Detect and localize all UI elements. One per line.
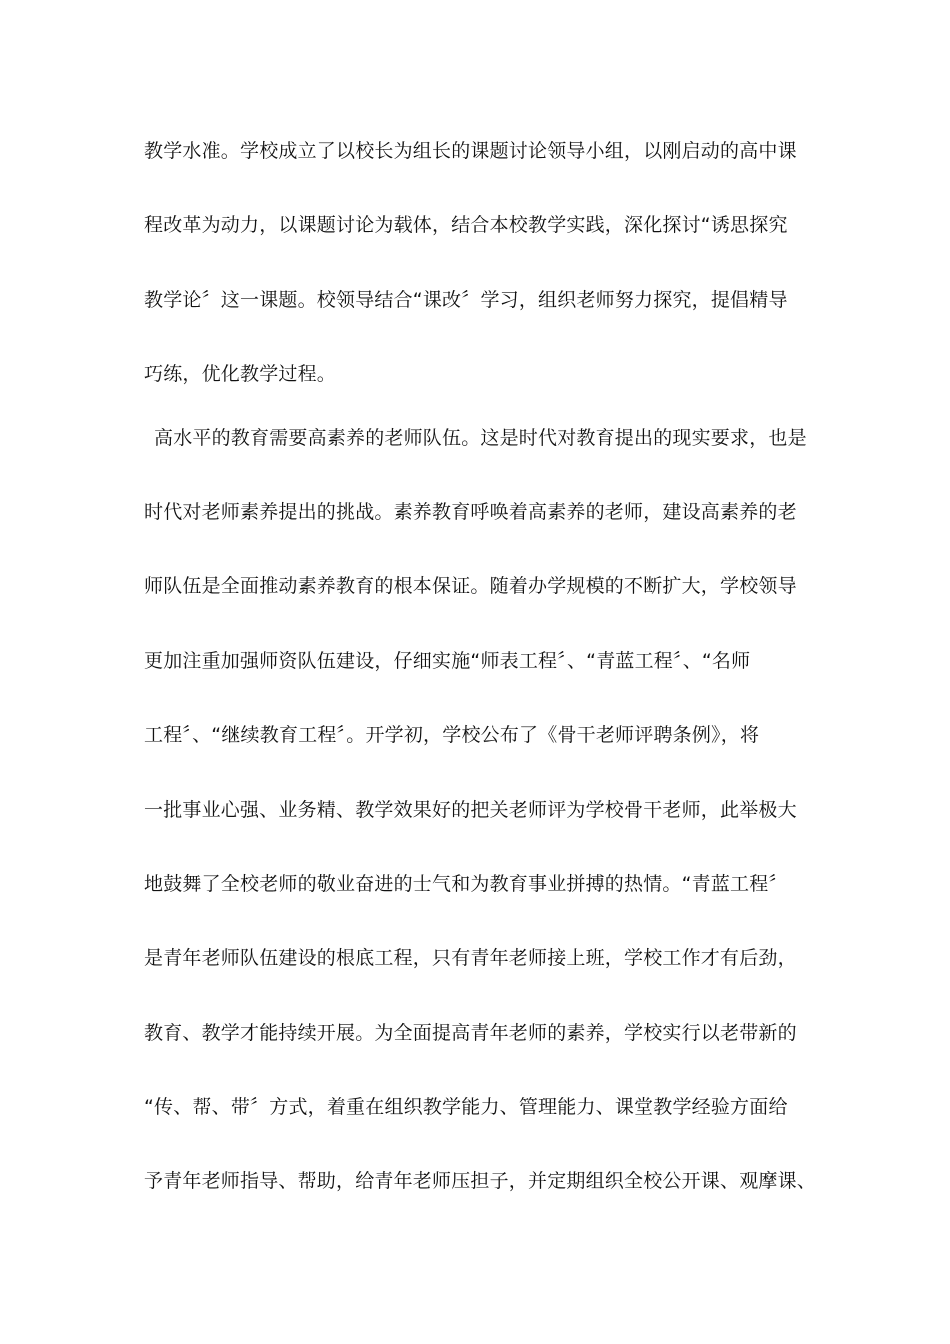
text-line: 予青年老师指导、帮助，给青年老师压担子，并定期组织全校公开课、观摩课、: [144, 1170, 817, 1192]
paragraph-first-line: 高水平的教育需要高素养的老师队伍。这是时代对教育提出的现实要求，也是: [154, 427, 807, 449]
text-line: 师队伍是全面推动素养教育的根本保证。随着办学规模的不断扩大，学校领导: [144, 575, 797, 597]
text-line: 地鼓舞了全校老师的敬业奋进的士气和为教育事业拼搏的热情。“青蓝工程〞: [144, 873, 788, 895]
text-line: 教学论〞这一课题。校领导结合“课改〞学习，组织老师努力探究，提倡精导: [144, 289, 788, 311]
text-line: 教育、教学才能持续开展。为全面提高青年老师的素养，学校实行以老带新的: [144, 1022, 797, 1044]
text-line: “传、帮、带〞方式，着重在组织教学能力、管理能力、课堂教学经验方面给: [144, 1096, 788, 1118]
text-line: 时代对老师素养提出的挑战。素养教育呼唤着高素养的老师，建设高素养的老: [144, 501, 797, 523]
text-line: 是青年老师队伍建设的根底工程，只有青年老师接上班，学校工作才有后劲，: [144, 947, 797, 969]
text-line: 巧练，优化教学过程。: [144, 363, 337, 385]
text-line: 程改革为动力，以课题讨论为载体，结合本校教学实践，深化探讨“诱思探究: [144, 214, 788, 236]
text-line: 工程〞、“继续教育工程〞。开学初，学校公布了《骨干老师评聘条例》，将: [144, 724, 760, 746]
text-line: 一批事业心强、业务精、教学效果好的把关老师评为学校骨干老师，此举极大: [144, 799, 797, 821]
text-line: 更加注重加强师资队伍建设，仔细实施“师表工程〞、“青蓝工程〞、“名师: [144, 650, 751, 672]
text-line: 教学水准。学校成立了以校长为组长的课题讨论领导小组，以刚启动的高中课: [144, 140, 797, 162]
